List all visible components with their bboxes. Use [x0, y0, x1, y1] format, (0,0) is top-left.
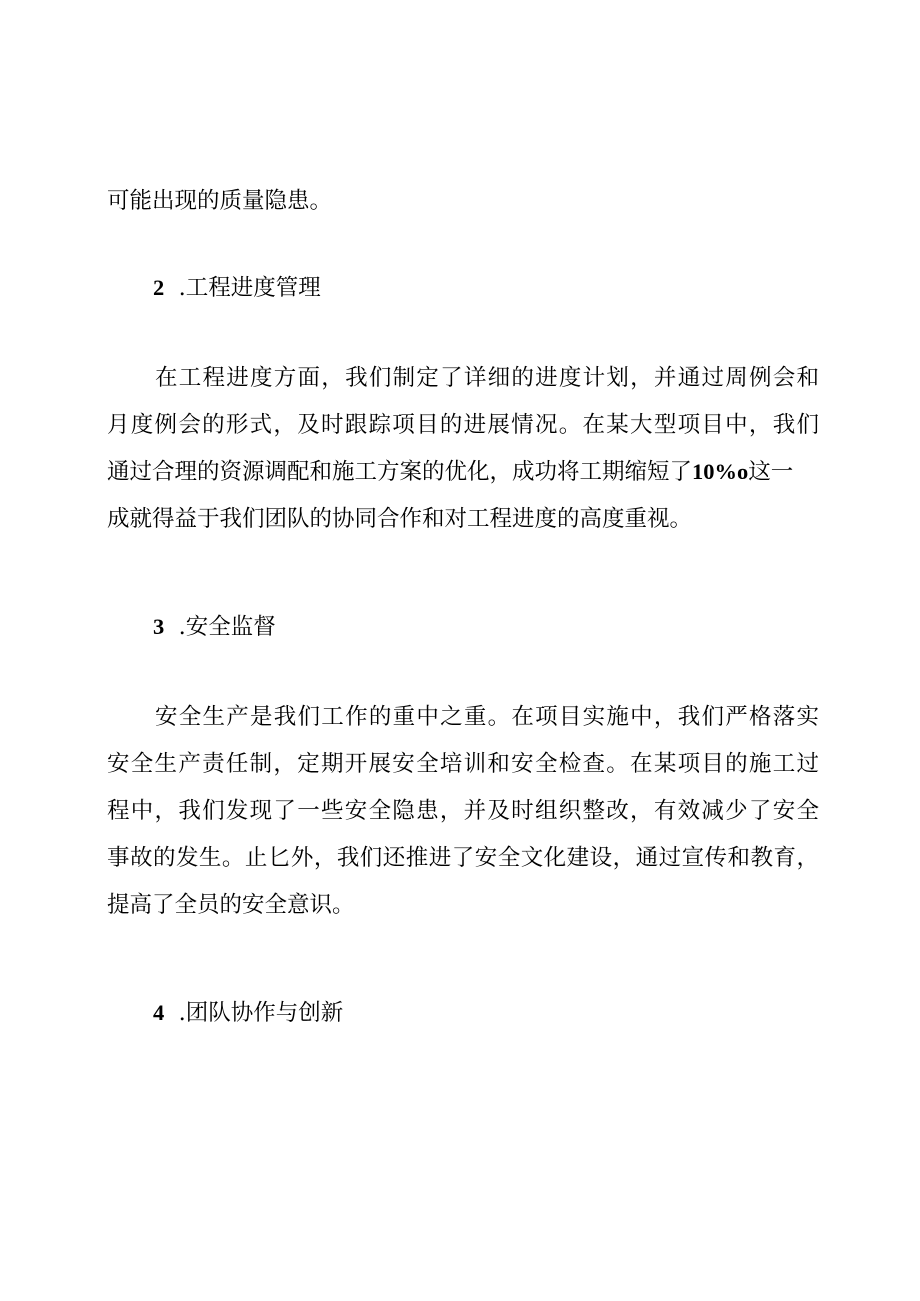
paragraph-text: 通过合理的资源调配和施工方案的优化，成功将工期缩短了	[107, 459, 693, 485]
paragraph-line-mixed	[107, 452, 819, 492]
paragraph-line: 安全生产责任制，定期开展安全培训和安全检查。在某项目的施工过	[107, 751, 819, 777]
section-heading-2	[153, 268, 865, 308]
bold-percentage: 10%o	[692, 459, 749, 484]
paragraph-line: 月度例会的形式，及时跟踪项目的进展情况。在某大型项目中，我们	[107, 412, 819, 438]
section-number: 4	[153, 1000, 165, 1025]
section-heading-3	[153, 607, 865, 647]
section-heading-4	[153, 993, 865, 1033]
section-number: 2	[153, 275, 165, 300]
paragraph-line: 安全生产是我们工作的重中之重。在项目实施中，我们严格落实	[155, 704, 819, 730]
paragraph-line: 提高了全员的安全意识。	[107, 892, 355, 918]
section-title: .团队协作与创新	[178, 1000, 344, 1026]
paragraph-tail: 可能出现的质量隐患。	[107, 188, 333, 214]
paragraph-line: 程中，我们发现了一些安全隐患，并及时组织整改，有效减少了安全	[107, 798, 819, 824]
paragraph-text: 这一	[748, 459, 794, 485]
section-title: .工程进度管理	[178, 275, 321, 301]
section-title: .安全监督	[178, 614, 276, 640]
section-number: 3	[153, 614, 165, 639]
paragraph-line: 事故的发生。止匕外，我们还推进了安全文化建设，通过宣传和教育，	[107, 845, 819, 871]
paragraph-line: 在工程进度方面，我们制定了详细的进度计划，并通过周例会和	[155, 365, 819, 391]
paragraph-line: 成就得益于我们团队的协同合作和对工程进度的高度重视。	[107, 506, 693, 532]
